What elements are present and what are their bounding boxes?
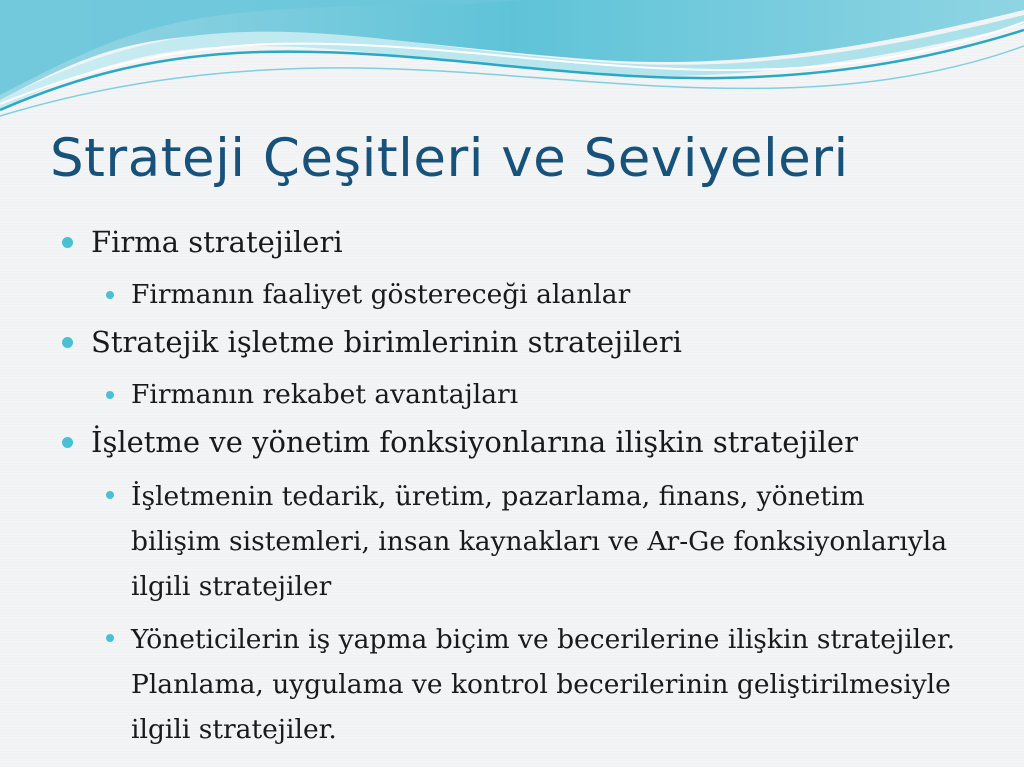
header-wave-decoration (0, 0, 1024, 120)
bullet-text: İşletme ve yönetim fonksiyonlarına ilişkin stratejiler (91, 425, 858, 459)
sub-bullet-text: Firmanın faaliyet göstereceği alanlar (131, 279, 631, 310)
bullet-item (62, 322, 962, 362)
bullet-dot-icon (62, 437, 73, 448)
sub-bullet-text: İşletmenin tedarik, üretim, pazarlama, finans, yönetim bilişim sistemleri, insan kaynakları ve Ar-Ge fonksiyonlarıyla ilgili stratejiler (131, 481, 948, 602)
sub-bullet-dot-icon (106, 491, 114, 499)
bullet-item (62, 422, 962, 462)
sub-bullet-item (106, 617, 961, 752)
bullet-dot-icon (62, 337, 73, 348)
bullet-text: Firma stratejileri (91, 225, 343, 259)
bullet-dot-icon (62, 237, 73, 248)
sub-bullet-text: Yöneticilerin iş yapma biçim ve becerilerine ilişkin stratejiler. Planlama, uygulama ve kontrol becerilerinin geliştirilmesiyle ilgili stratejiler. (131, 624, 956, 745)
sub-bullet-text: Firmanın rekabet avantajları (131, 379, 519, 410)
sub-bullet-item (106, 474, 961, 609)
sub-bullet-item (106, 274, 961, 316)
bullet-list (62, 222, 962, 760)
sub-bullet-dot-icon (106, 634, 114, 642)
bullet-item (62, 222, 962, 262)
sub-bullet-dot-icon (106, 291, 114, 299)
bullet-text: Stratejik işletme birimlerinin stratejileri (91, 325, 682, 359)
sub-bullet-item (106, 374, 961, 416)
slide-title: Strateji Çeşitleri ve Seviyeleri (50, 128, 849, 189)
sub-bullet-dot-icon (106, 391, 114, 399)
